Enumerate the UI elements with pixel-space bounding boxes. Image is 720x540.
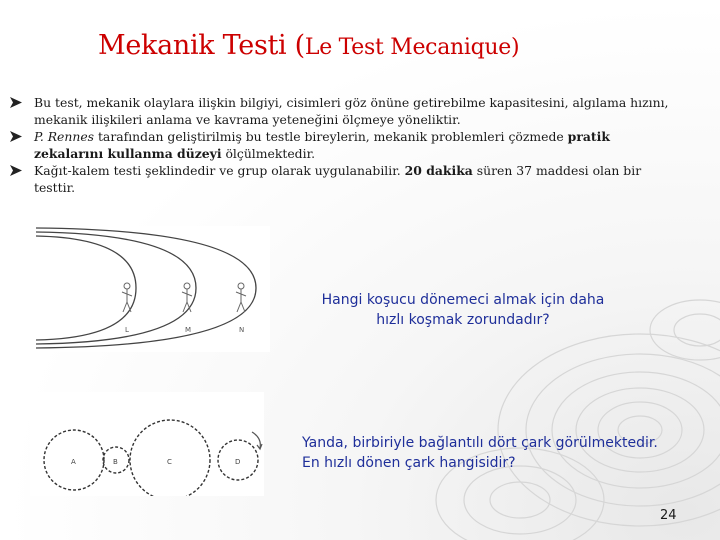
gear-label-b: B — [113, 458, 118, 466]
question-runners: Hangi koşucu dönemeci almak için daha hızlı koşmak zorundadır? — [321, 292, 605, 328]
bullet-2-text-b: ölçülmektedir. — [221, 146, 316, 161]
bullet-3-bold: 20 dakika — [404, 163, 473, 178]
rotation-arrow-icon — [252, 432, 260, 448]
runner-label-m: M — [185, 326, 192, 334]
bullet-list — [8, 94, 678, 196]
bullet-2-text-a: tarafından geliştirilmiş bu testle bireylerin, mekanik problemleri çözmede — [94, 129, 568, 144]
bullet-item — [8, 94, 678, 128]
track-curve-outer — [36, 228, 256, 348]
track-curve-inner — [36, 236, 136, 340]
runner-label-n: N — [239, 326, 245, 334]
bullet-1-text: Bu test, mekanik olaylara ilişkin bilgiyi, cisimleri göz önüne getirebilme kapasitesini, algılama hızını, mekanik ilişkileri anlama ve kavrama yeteneğini ölçmeye yöneliktir. — [34, 95, 669, 127]
bullet-2-author: P. Rennes — [34, 129, 95, 144]
runners-track-figure — [36, 226, 270, 352]
question-gears: Yanda, birbiriyle bağlantılı dört çark görülmektedir. En hızlı dönen çark hangisidir? — [302, 435, 658, 471]
bullet-item — [8, 128, 678, 162]
track-curve-middle — [36, 232, 196, 344]
runner-label-l: L — [125, 326, 129, 334]
arrow-bullet-icon — [10, 97, 22, 108]
bullet-3-text-a: Kağıt-kalem testi şeklindedir ve grup olarak uygulanabilir. — [34, 163, 405, 178]
runner-n-icon — [236, 283, 246, 312]
title-main: Mekanik Testi ( — [98, 30, 305, 61]
bullet-item — [8, 162, 678, 196]
title-sub: Le Test Mecanique) — [304, 35, 520, 60]
arrow-bullet-icon — [10, 165, 22, 176]
gear-label-d: D — [235, 458, 241, 466]
runner-m-icon — [182, 283, 192, 312]
gear-label-a: A — [71, 458, 76, 466]
gear-label-c: C — [167, 458, 172, 466]
arrow-bullet-icon — [10, 131, 22, 142]
page-number: 24 — [660, 508, 677, 523]
slide-title — [98, 30, 519, 61]
gears-figure — [30, 392, 264, 496]
bullet-3-text-b: süren 37 maddesi olan bir testtir. — [34, 163, 642, 195]
bullet-2-bold: pratik zekalarını kullanma düzeyi — [34, 129, 610, 161]
